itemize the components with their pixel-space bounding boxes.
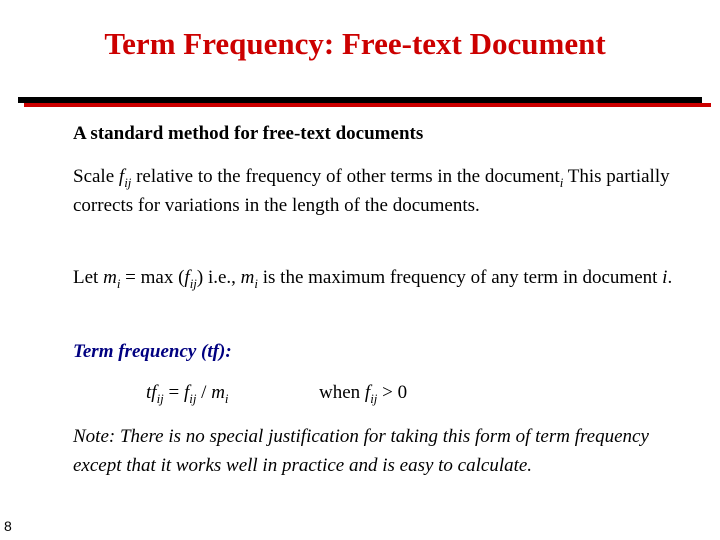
scale-f: f — [118, 166, 125, 187]
scale-i: i — [559, 174, 564, 190]
note-paragraph: Note: There is no special justification for taking this form of term frequency except that it works well in practice and is easy to calculate. — [73, 426, 649, 476]
formula-i: i — [224, 390, 229, 406]
let-pre: Let — [73, 267, 104, 288]
scale-ij: ij — [124, 174, 132, 190]
scale-mid: relative to the frequency of other terms in the document — [131, 166, 560, 187]
let-paragraph — [73, 263, 673, 292]
formula-f: f — [183, 382, 190, 403]
scale-pre: Scale — [73, 166, 119, 187]
let-f: f — [184, 267, 190, 288]
section-heading: A standard method for free-text documents — [73, 123, 424, 144]
formula-when: when — [319, 382, 365, 403]
formula-eq: = — [163, 382, 184, 403]
page-number: 8 — [4, 518, 12, 534]
formula-f2: f — [364, 382, 371, 403]
formula-m: m — [211, 382, 225, 403]
let-i: i — [116, 275, 121, 291]
let-ij: ij — [189, 275, 197, 291]
slide-title: Term Frequency: Free-text Document — [104, 26, 606, 61]
formula-ij2: ij — [189, 390, 197, 406]
let-m2: m — [240, 267, 255, 288]
scale-paragraph — [73, 162, 673, 220]
formula-ij: ij — [156, 390, 164, 406]
tf-label: Term frequency (tf): — [73, 341, 232, 362]
formula-condition — [319, 378, 407, 407]
scale-post: This partially corrects for variations in the length of the documents. — [73, 166, 670, 216]
title-rule-shadow — [24, 103, 711, 107]
formula-ij3: ij — [370, 390, 378, 406]
let-i2: i — [254, 275, 258, 291]
formula-div: / — [196, 382, 212, 403]
formula-gt: > 0 — [377, 382, 408, 403]
let-eq: = max ( — [120, 267, 185, 288]
let-mid: ) i.e., — [196, 267, 241, 288]
let-m: m — [103, 267, 117, 288]
title-rule — [18, 97, 702, 103]
let-doc: i — [662, 267, 668, 288]
formula-tf: tf — [146, 382, 157, 403]
tf-formula — [146, 378, 408, 407]
let-end: . — [667, 267, 673, 288]
let-post: is the maximum frequency of any term in document — [258, 267, 663, 288]
